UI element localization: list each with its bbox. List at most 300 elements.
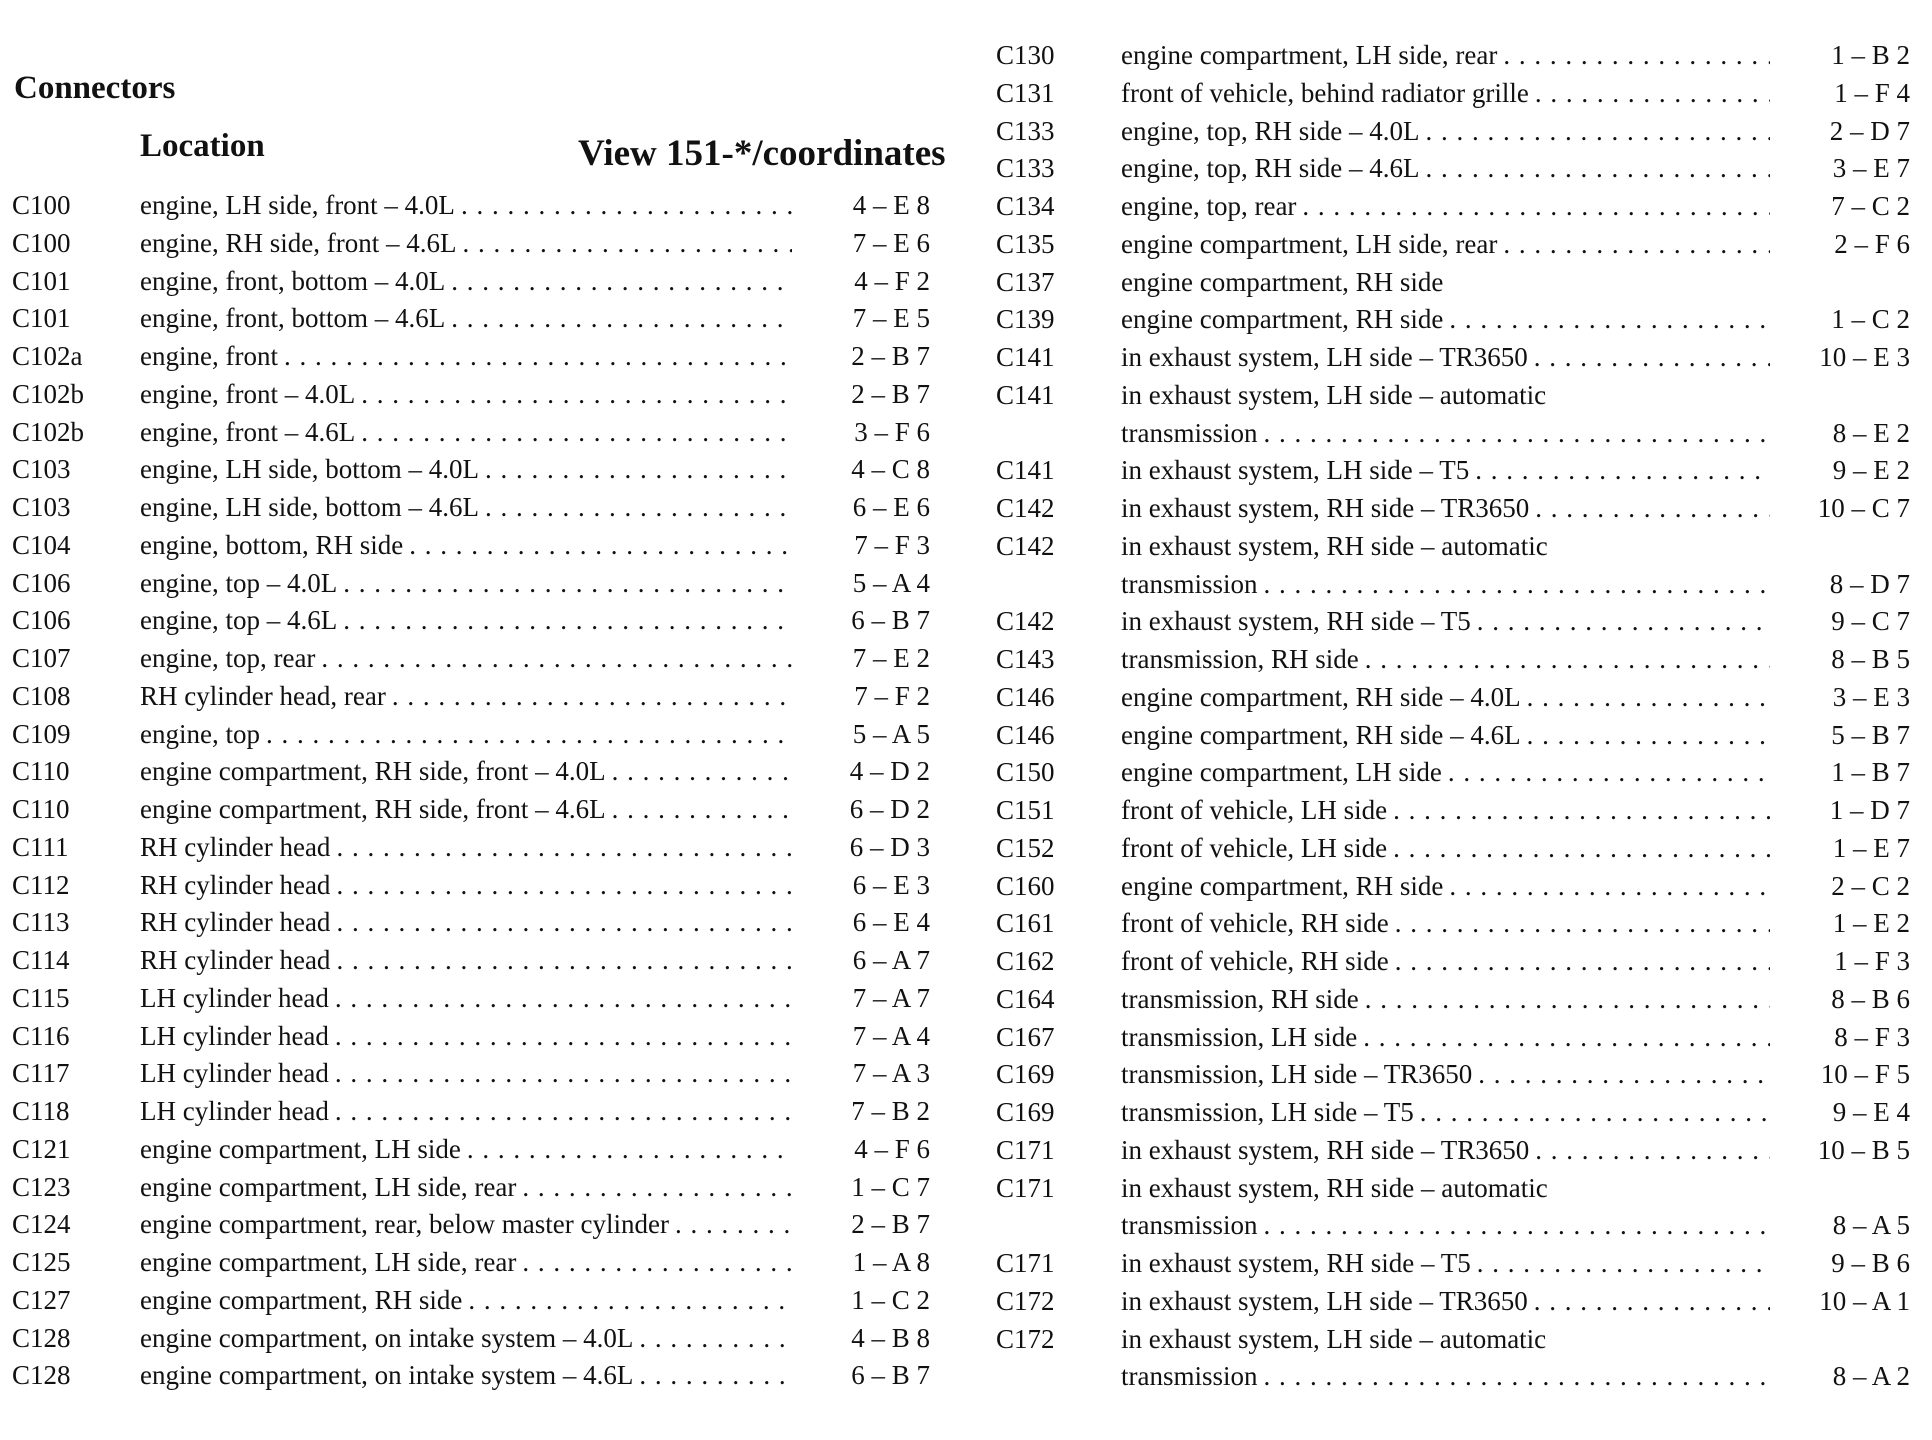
- connector-location-cell: [140, 451, 792, 489]
- dot-leader: [456, 225, 792, 263]
- dot-leader: [1359, 641, 1770, 679]
- connector-location: engine, LH side, front – 4.0L: [140, 190, 455, 220]
- connector-location: engine compartment, RH side, front – 4.6L: [140, 794, 606, 824]
- connector-location: in exhaust system, RH side – automatic: [1121, 1172, 1548, 1203]
- connector-code: C115: [12, 982, 70, 1013]
- connector-row: [996, 264, 1910, 302]
- connector-code: C134: [996, 191, 1055, 221]
- connector-location-cell: [1121, 566, 1770, 604]
- dot-leader: [633, 1357, 792, 1395]
- connector-location-cell: [140, 1055, 792, 1093]
- connector-location-cell: [140, 527, 792, 565]
- connector-row: [12, 1206, 930, 1244]
- connector-location: in exhaust system, LH side – automatic: [1121, 1323, 1547, 1354]
- view-coordinate: 7 – A 3: [852, 1058, 930, 1089]
- connector-location-cell: [1121, 1170, 1770, 1208]
- connector-location-cell: [140, 300, 792, 338]
- dot-leader: [337, 602, 792, 640]
- connector-code: C161: [996, 908, 1055, 939]
- connector-location: engine, front, bottom – 4.0L: [140, 265, 446, 296]
- dot-leader: [386, 678, 792, 716]
- connector-location-cell: [1121, 452, 1770, 490]
- connector-list-right-column: [996, 37, 1910, 1396]
- dot-leader: [1529, 490, 1770, 528]
- connector-row: [12, 602, 930, 640]
- view-coordinate: 6 – D 2: [849, 794, 930, 824]
- connector-location-cell: [1121, 150, 1770, 188]
- dot-leader: [479, 489, 792, 527]
- connector-code: C128: [12, 1322, 71, 1353]
- view-coordinate: 10 – F 5: [1820, 1059, 1910, 1090]
- connector-row: [996, 113, 1910, 151]
- view-coordinate: 3 – E 3: [1832, 681, 1910, 712]
- connector-code: C106: [12, 567, 71, 598]
- dot-leader: [1359, 981, 1770, 1019]
- dot-leader: [455, 187, 792, 225]
- connector-row: [996, 188, 1910, 226]
- dot-leader: [1521, 679, 1770, 717]
- connector-location: transmission: [1121, 417, 1258, 448]
- dot-leader: [1258, 1207, 1770, 1245]
- dot-leader: [1471, 603, 1770, 641]
- connector-location-cell: [140, 565, 792, 603]
- connector-location: engine, top – 4.6L: [140, 605, 338, 636]
- view-coordinate: 4 – E 8: [852, 190, 930, 220]
- connector-code: C103: [12, 454, 71, 485]
- connector-location: engine, top, rear: [140, 643, 316, 673]
- connector-location: front of vehicle, LH side: [1121, 795, 1388, 825]
- connector-row: [996, 1132, 1910, 1170]
- connector-code: C125: [12, 1247, 71, 1277]
- dot-leader: [1442, 754, 1770, 792]
- view-coordinate: 2 – B 7: [851, 341, 930, 371]
- connector-row: [996, 377, 1910, 415]
- view-coordinate: 6 – E 6: [852, 492, 930, 522]
- connector-row: [996, 1283, 1910, 1321]
- view-coordinates-column-header: View 151-*/coordinates: [578, 133, 946, 174]
- connector-code: C102a: [12, 341, 83, 371]
- connector-row: [12, 1093, 930, 1131]
- dot-leader: [669, 1206, 792, 1244]
- connector-location: engine compartment, LH side: [1121, 757, 1442, 788]
- connector-location-cell: [140, 1357, 792, 1395]
- connector-location: engine compartment, on intake system – 4.6L: [140, 1360, 634, 1391]
- connector-location: front of vehicle, RH side: [1121, 908, 1389, 939]
- connector-code: C121: [12, 1133, 71, 1164]
- dot-leader: [329, 980, 792, 1018]
- dot-leader: [1471, 1245, 1770, 1283]
- connector-location: transmission: [1121, 1210, 1258, 1241]
- connector-location-cell: [140, 791, 792, 829]
- dot-leader: [403, 527, 792, 565]
- view-coordinate: 8 – A 5: [1832, 1210, 1910, 1241]
- connector-location: engine compartment, RH side: [140, 1284, 463, 1315]
- connector-code: C133: [996, 153, 1055, 184]
- connector-row: [12, 753, 930, 791]
- view-coordinate: 1 – E 2: [1832, 908, 1910, 939]
- dot-leader: [1469, 452, 1770, 490]
- connector-row: [996, 1056, 1910, 1094]
- connector-location: transmission, LH side – T5: [1121, 1097, 1414, 1127]
- connector-location-cell: [1121, 717, 1770, 755]
- connector-row: [12, 489, 930, 527]
- connector-row: [996, 830, 1910, 868]
- connector-location: LH cylinder head: [140, 982, 329, 1013]
- dot-leader: [329, 1018, 792, 1056]
- view-coordinate: 2 – D 7: [1829, 115, 1910, 146]
- dot-leader: [606, 753, 792, 791]
- connector-location: engine, top, RH side – 4.6L: [1121, 153, 1420, 184]
- connector-row: [996, 905, 1910, 943]
- connector-code: C167: [996, 1021, 1055, 1052]
- connector-location-cell: [1121, 1245, 1770, 1283]
- connector-location-cell: [1121, 1207, 1770, 1245]
- view-coordinate: 3 – F 6: [854, 416, 930, 447]
- connector-row: [996, 452, 1910, 490]
- connector-code: C111: [12, 831, 69, 862]
- view-coordinate: 8 – B 6: [1831, 983, 1910, 1014]
- view-coordinate: 4 – D 2: [849, 756, 930, 787]
- connector-location-cell: [1121, 264, 1770, 302]
- view-coordinate: 8 – B 5: [1831, 644, 1910, 674]
- connector-code: C164: [996, 983, 1055, 1014]
- view-coordinate: 2 – F 6: [1834, 228, 1910, 259]
- connector-row: [996, 1207, 1910, 1245]
- view-coordinate: 10 – B 5: [1817, 1134, 1910, 1165]
- connector-location: engine, front – 4.6L: [140, 416, 356, 447]
- connector-location-cell: [1121, 415, 1770, 453]
- connector-location-cell: [140, 1320, 792, 1358]
- connector-code: C118: [12, 1096, 70, 1126]
- connector-location: engine, RH side, front – 4.6L: [140, 227, 457, 258]
- connector-location-cell: [1121, 113, 1770, 151]
- connector-location-cell: [140, 942, 792, 980]
- view-coordinate: 2 – C 2: [1831, 870, 1910, 901]
- connector-row: [996, 415, 1910, 453]
- connector-location-cell: [140, 338, 792, 376]
- connector-row: [996, 679, 1910, 717]
- connector-location-cell: [140, 980, 792, 1018]
- connector-code: C101: [12, 303, 71, 334]
- connector-location-cell: [140, 263, 792, 301]
- connector-code: C141: [996, 455, 1055, 486]
- connector-location: RH cylinder head: [140, 831, 331, 862]
- connector-location-cell: [140, 602, 792, 640]
- connector-code: C133: [996, 115, 1055, 146]
- connector-location-cell: [1121, 641, 1770, 679]
- connector-location-cell: [140, 1131, 792, 1169]
- view-coordinate: 4 – F 6: [854, 1133, 930, 1164]
- connector-code: C101: [12, 265, 71, 296]
- connector-location: engine, top, rear: [1121, 191, 1297, 221]
- connector-row: [12, 678, 930, 716]
- dot-leader: [1258, 415, 1770, 453]
- connector-code: C152: [996, 832, 1055, 863]
- dot-leader: [1387, 830, 1770, 868]
- connector-code: C130: [996, 40, 1055, 70]
- connector-location-cell: [140, 1244, 792, 1282]
- connector-location: in exhaust system, LH side – T5: [1121, 455, 1470, 486]
- dot-leader: [1419, 150, 1770, 188]
- view-coordinate: 10 – A 1: [1819, 1285, 1910, 1316]
- connector-location: in exhaust system, RH side – T5: [1121, 606, 1471, 637]
- connector-code: C110: [12, 756, 70, 787]
- view-coordinate: 1 – E 7: [1832, 832, 1910, 863]
- dot-leader: [1414, 1094, 1770, 1132]
- dot-leader: [329, 1055, 792, 1093]
- connector-location: transmission: [1121, 1361, 1258, 1392]
- connector-location-cell: [1121, 1321, 1770, 1359]
- connector-location-cell: [1121, 75, 1770, 113]
- view-coordinate: 6 – E 3: [852, 869, 930, 900]
- connector-code: C146: [996, 719, 1055, 750]
- dot-leader: [1497, 37, 1770, 75]
- dot-leader: [355, 376, 792, 414]
- connector-row: [996, 641, 1910, 679]
- connector-code: C160: [996, 870, 1055, 901]
- view-coordinate: 7 – A 4: [852, 1020, 930, 1051]
- connector-code: C151: [996, 795, 1055, 825]
- connector-row: [12, 527, 930, 565]
- connector-code: C142: [996, 493, 1055, 523]
- dot-leader: [1521, 717, 1770, 755]
- dot-leader: [1389, 905, 1770, 943]
- view-coordinate: 1 – B 2: [1831, 40, 1910, 70]
- connector-location-cell: [140, 1018, 792, 1056]
- connector-row: [12, 187, 930, 225]
- connector-code: C102b: [12, 416, 85, 447]
- connector-code: C141: [996, 342, 1055, 372]
- connector-row: [996, 1019, 1910, 1057]
- connector-row: [996, 792, 1910, 830]
- connector-row: [12, 338, 930, 376]
- connector-row: [996, 1358, 1910, 1396]
- connector-location: engine compartment, RH side – 4.6L: [1121, 719, 1521, 750]
- connector-code: C116: [12, 1020, 70, 1051]
- connector-code: C131: [996, 77, 1055, 108]
- connector-code: C100: [12, 190, 71, 220]
- connector-location: engine, LH side, bottom – 4.0L: [140, 454, 479, 485]
- view-coordinate: 7 – E 5: [852, 303, 930, 334]
- connector-location: LH cylinder head: [140, 1020, 329, 1051]
- connector-code: C100: [12, 227, 71, 258]
- connector-row: [12, 263, 930, 301]
- dot-leader: [461, 1131, 792, 1169]
- dot-leader: [445, 263, 792, 301]
- connector-row: [12, 451, 930, 489]
- dot-leader: [330, 942, 792, 980]
- connector-location: engine, top – 4.0L: [140, 567, 338, 598]
- connector-row: [12, 1169, 930, 1207]
- dot-leader: [1529, 75, 1770, 113]
- connector-code: C171: [996, 1134, 1055, 1165]
- connector-location: RH cylinder head: [140, 869, 331, 900]
- connector-row: [996, 717, 1910, 755]
- connector-location: engine compartment, LH side, rear: [1121, 228, 1498, 259]
- connector-code: C127: [12, 1284, 71, 1315]
- connector-location-cell: [1121, 754, 1770, 792]
- connector-location-cell: [1121, 981, 1770, 1019]
- connector-location-cell: [140, 225, 792, 263]
- dot-leader: [337, 565, 792, 603]
- dot-leader: [1296, 188, 1770, 226]
- connector-row: [996, 1094, 1910, 1132]
- connector-location: in exhaust system, LH side – TR3650: [1121, 342, 1528, 372]
- connector-location: in exhaust system, RH side – TR3650: [1121, 1134, 1530, 1165]
- dot-leader: [1528, 339, 1770, 377]
- connector-code: C162: [996, 946, 1055, 976]
- connector-row: [996, 528, 1910, 566]
- connector-location-cell: [140, 1282, 792, 1320]
- connector-location-cell: [140, 829, 792, 867]
- dot-leader: [1357, 1019, 1770, 1057]
- view-coordinate: 10 – C 7: [1817, 493, 1910, 523]
- connector-location-cell: [1121, 301, 1770, 339]
- view-coordinate: 5 – A 4: [852, 567, 930, 598]
- dot-leader: [1528, 1283, 1770, 1321]
- connector-code: C108: [12, 680, 71, 711]
- connector-location: engine, bottom, RH side: [140, 529, 404, 560]
- connector-row: [996, 754, 1910, 792]
- connector-location-cell: [1121, 377, 1770, 415]
- connector-location: RH cylinder head: [140, 907, 331, 938]
- view-coordinate: 7 – E 2: [852, 643, 930, 673]
- connector-location-cell: [140, 1169, 792, 1207]
- dot-leader: [278, 338, 792, 376]
- connector-code: C106: [12, 605, 71, 636]
- connector-row: [12, 716, 930, 754]
- view-coordinate: 4 – B 8: [851, 1322, 930, 1353]
- view-coordinate: 1 – D 7: [1829, 795, 1910, 825]
- connector-location: in exhaust system, RH side – T5: [1121, 1248, 1471, 1278]
- connector-row: [12, 867, 930, 905]
- connector-location-cell: [1121, 943, 1770, 981]
- connector-code: C171: [996, 1248, 1055, 1278]
- view-coordinate: 7 – C 2: [1831, 191, 1910, 221]
- connector-row: [996, 150, 1910, 188]
- view-coordinate: 2 – B 7: [851, 378, 930, 409]
- connector-location: engine, front: [140, 341, 278, 371]
- connector-location: transmission, LH side – TR3650: [1121, 1059, 1473, 1090]
- dot-leader: [1497, 226, 1770, 264]
- connector-location-cell: [1121, 490, 1770, 528]
- connector-code: C172: [996, 1285, 1055, 1316]
- dot-leader: [1258, 566, 1770, 604]
- connector-row: [996, 301, 1910, 339]
- connector-location-cell: [140, 640, 792, 678]
- dot-leader: [516, 1244, 792, 1282]
- connector-location-cell: [1121, 905, 1770, 943]
- view-coordinate: 6 – B 7: [851, 605, 930, 636]
- view-coordinate: 5 – B 7: [1831, 719, 1910, 750]
- connector-row: [996, 490, 1910, 528]
- connector-code: C142: [996, 606, 1055, 637]
- dot-leader: [445, 300, 792, 338]
- connector-code: C113: [12, 907, 70, 938]
- connector-location: transmission: [1121, 568, 1258, 599]
- connector-location-cell: [1121, 830, 1770, 868]
- connector-row: [12, 1131, 930, 1169]
- connector-row: [996, 566, 1910, 604]
- connector-location-cell: [1121, 528, 1770, 566]
- dot-leader: [1443, 301, 1770, 339]
- connector-code: C150: [996, 757, 1055, 788]
- connector-location: engine, LH side, bottom – 4.6L: [140, 492, 479, 522]
- view-coordinate: 8 – E 2: [1832, 417, 1910, 448]
- connector-location-cell: [140, 414, 792, 452]
- connector-row: [996, 981, 1910, 1019]
- connector-location-cell: [1121, 226, 1770, 264]
- dot-leader: [315, 640, 792, 678]
- view-coordinate: 9 – E 4: [1832, 1097, 1910, 1127]
- connector-code: C169: [996, 1059, 1055, 1090]
- view-coordinate: 9 – E 2: [1832, 455, 1910, 486]
- connector-location: engine compartment, on intake system – 4.0L: [140, 1322, 634, 1353]
- connector-location: engine compartment, RH side: [1121, 870, 1444, 901]
- connector-row: [12, 300, 930, 338]
- connector-location: front of vehicle, LH side: [1121, 832, 1388, 863]
- connector-code: C103: [12, 492, 71, 522]
- connector-location: engine compartment, LH side, rear: [1121, 40, 1498, 70]
- connector-location: transmission, RH side: [1121, 983, 1359, 1014]
- connector-row: [12, 1357, 930, 1395]
- connector-code: C117: [12, 1058, 70, 1089]
- connector-location-cell: [1121, 188, 1770, 226]
- dot-leader: [355, 414, 792, 452]
- connector-row: [996, 1170, 1910, 1208]
- view-coordinate: 4 – F 2: [854, 265, 930, 296]
- dot-leader: [260, 716, 792, 754]
- connector-code: C141: [996, 379, 1055, 410]
- connector-location: engine compartment, RH side: [1121, 304, 1444, 335]
- connector-location-cell: [1121, 1019, 1770, 1057]
- dot-leader: [329, 1093, 792, 1131]
- connector-location: in exhaust system, RH side – automatic: [1121, 530, 1548, 561]
- connector-code: C107: [12, 643, 71, 673]
- connector-location: engine, top, RH side – 4.0L: [1121, 115, 1420, 146]
- connector-location: RH cylinder head, rear: [140, 680, 386, 711]
- view-coordinate: 2 – B 7: [851, 1209, 930, 1240]
- connector-location: engine, front, bottom – 4.6L: [140, 303, 446, 334]
- connector-row: [12, 1055, 930, 1093]
- connector-code: C114: [12, 945, 70, 975]
- view-coordinate: 7 – F 2: [854, 680, 930, 711]
- view-coordinate: 1 – B 7: [1831, 757, 1910, 788]
- connector-code: C137: [996, 266, 1055, 297]
- connector-row: [996, 1245, 1910, 1283]
- connector-code: C123: [12, 1171, 71, 1202]
- connector-location-cell: [140, 753, 792, 791]
- connector-location: in exhaust system, LH side – TR3650: [1121, 1285, 1528, 1316]
- connector-location-cell: [140, 489, 792, 527]
- view-coordinate: 1 – C 2: [1831, 304, 1910, 335]
- connector-location-cell: [140, 1206, 792, 1244]
- connector-code: C135: [996, 228, 1055, 259]
- location-column-header: Location: [140, 128, 265, 164]
- connector-location-cell: [1121, 792, 1770, 830]
- dot-leader: [1529, 1132, 1770, 1170]
- connector-location: engine compartment, rear, below master cylinder: [140, 1209, 669, 1240]
- connector-location: engine, top: [140, 718, 260, 749]
- connector-row: [996, 226, 1910, 264]
- connector-row: [12, 942, 930, 980]
- connector-row: [12, 565, 930, 603]
- connector-location: engine compartment, LH side, rear: [140, 1247, 517, 1277]
- connector-location: in exhaust system, RH side – TR3650: [1121, 493, 1530, 523]
- connector-location: in exhaust system, LH side – automatic: [1121, 379, 1547, 410]
- connector-location-cell: [1121, 1283, 1770, 1321]
- view-coordinate: 8 – A 2: [1832, 1361, 1910, 1392]
